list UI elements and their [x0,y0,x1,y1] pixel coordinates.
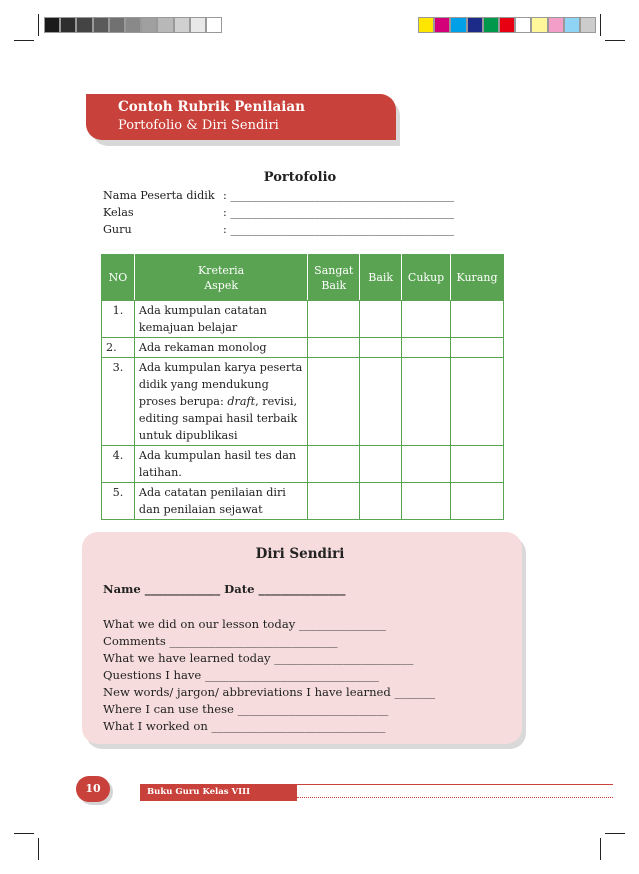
criteria-line: Ada rekaman monolog [138,341,267,354]
criteria-line: didik yang mendukung [138,378,269,391]
title-banner [86,94,396,140]
lesson-line: What we did on our lesson today _______________ [103,617,386,631]
criteria-line: Ada kumpulan catatan [138,304,267,317]
cell-cukup[interactable] [402,358,451,446]
comments-line: Comments _____________________________ [103,634,338,648]
book-title-label: Buku Guru Kelas VIII SMP/MTs [140,784,297,801]
row-criteria [134,338,307,358]
row-number: 5. [102,483,135,520]
header-no: NO [102,255,135,301]
header-kreteria-line1: Kreteria [197,263,245,277]
color-swatch [467,17,483,33]
field-label: Guru [103,223,132,236]
row-number: 1. [102,301,135,338]
criteria-line: untuk dipublikasi [138,429,238,442]
color-swatch [580,17,596,33]
crop-mark [38,14,39,36]
color-swatch [141,17,157,33]
cell-sangat-baik[interactable] [308,358,360,446]
table-row [102,301,504,338]
criteria-line: latihan. [138,466,182,479]
cell-baik[interactable] [360,483,402,520]
color-swatch [157,17,173,33]
criteria-line: dan penilaian sejawat [138,503,263,516]
color-swatch [125,17,141,33]
use-line: Where I can use these __________________________ [103,702,389,716]
row-criteria [134,483,307,520]
table-row [102,358,504,446]
table-row [102,446,504,483]
field-blank: : ________________________________________ [223,223,455,236]
row-criteria [134,301,307,338]
rubric-table [101,254,504,520]
worked-on-line: What I worked on ______________________________ [103,719,386,733]
crop-mark [14,40,34,41]
row-criteria [134,446,307,483]
cell-sangat-baik[interactable] [308,483,360,520]
banner-title: Contoh Rubrik Penilaian [118,99,305,115]
page-number: 10 [76,776,110,802]
header-kurang: Kurang [451,255,504,301]
crop-mark [38,838,39,860]
cell-cukup[interactable] [402,301,451,338]
field-label: Kelas [103,206,134,219]
color-swatch [499,17,515,33]
cell-baik[interactable] [360,446,402,483]
field-blank: : ________________________________________ [223,206,455,219]
header-kreteria-line2: Aspek [204,278,238,292]
row-number: 4. [102,446,135,483]
portofolio-title: Portofolio [263,170,337,185]
color-swatch [109,17,125,33]
criteria-line: Ada kumpulan hasil tes dan [138,449,297,462]
color-swatch [44,17,60,33]
table-row [102,483,504,520]
table-row [102,338,504,358]
criteria-line: kemajuan belajar [138,321,238,334]
cell-kurang[interactable] [451,483,504,520]
color-swatch [76,17,92,33]
color-swatch [60,17,76,33]
crop-mark [600,14,601,36]
diri-sendiri-title: Diri Sendiri [255,546,345,562]
footer-dotted-rule [297,797,613,798]
field-label: Nama Peserta didik [103,189,215,202]
new-words-line: New words/ jargon/ abbreviations I have learned _______ [103,685,436,699]
header-baik: Baik [360,255,402,301]
cell-kurang[interactable] [451,338,504,358]
banner-subtitle: Portofolio & Diri Sendiri [118,118,279,133]
header-sangat-baik [308,255,360,301]
italic-draft: draft [227,395,256,408]
row-number: 2. [102,338,135,358]
cell-kurang[interactable] [451,446,504,483]
cell-baik[interactable] [360,301,402,338]
cell-kurang[interactable] [451,358,504,446]
color-swatch [548,17,564,33]
grayscale-print-bar [44,17,222,33]
learned-line: What we have learned today ________________________ [103,651,414,665]
field-guru [103,222,483,238]
cell-cukup[interactable] [402,483,451,520]
field-kelas [103,205,483,221]
row-criteria [134,358,307,446]
color-swatch [174,17,190,33]
color-swatch [93,17,109,33]
color-swatch [434,17,450,33]
color-swatch [206,17,222,33]
criteria-line: proses berupa: draft, revisi, [138,395,297,408]
criteria-line: Ada catatan penilaian diri [138,486,286,499]
color-print-bar [418,17,596,33]
color-swatch [450,17,466,33]
header-kreteria [134,255,307,301]
color-swatch [190,17,206,33]
header-sangat-line2: Baik [321,278,347,292]
crop-mark [600,838,601,860]
footer-rule [297,784,613,785]
cell-sangat-baik[interactable] [308,446,360,483]
header-sangat-line1: Sangat [314,263,354,277]
color-swatch [531,17,547,33]
table-header-row [102,255,504,301]
field-blank: : ________________________________________ [223,189,455,202]
questions-line: Questions I have ______________________________ [103,668,379,682]
color-swatch [418,17,434,33]
cell-baik[interactable] [360,358,402,446]
criteria-line: editing sampai hasil terbaik [138,412,298,425]
color-swatch [564,17,580,33]
cell-cukup[interactable] [402,338,451,358]
color-swatch [483,17,499,33]
criteria-line: Ada kumpulan karya peserta [138,361,303,374]
color-swatch [515,17,531,33]
cell-sangat-baik[interactable] [308,338,360,358]
cell-sangat-baik[interactable] [308,301,360,338]
field-nama [103,188,483,204]
cell-baik[interactable] [360,338,402,358]
cell-kurang[interactable] [451,301,504,338]
row-number: 3. [102,358,135,446]
crop-mark [605,833,625,834]
crop-mark [605,40,625,41]
header-cukup: Cukup [402,255,451,301]
cell-cukup[interactable] [402,446,451,483]
crop-mark [14,833,34,834]
name-date-line: Name _____________ Date _______________ [103,582,346,596]
